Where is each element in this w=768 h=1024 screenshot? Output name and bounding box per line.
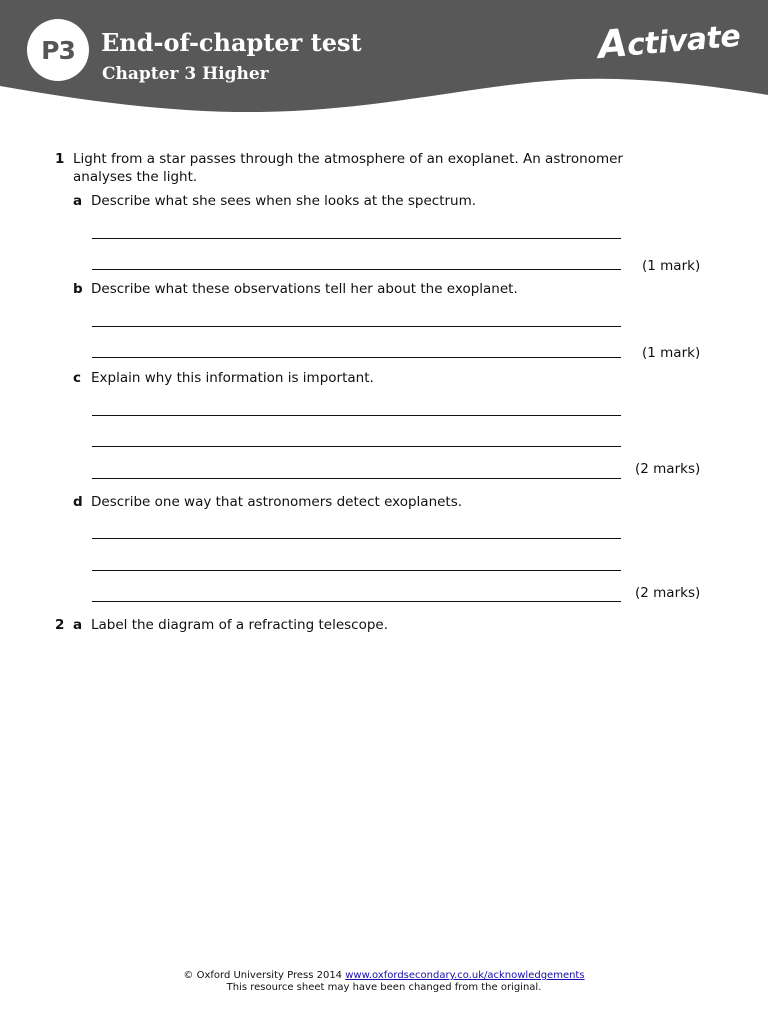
question-1b-letter: b	[73, 281, 83, 297]
question-2a-text: Label the diagram of a refracting telescope.	[91, 617, 389, 633]
question-1d-marks: (2 marks)	[635, 585, 701, 601]
question-1-stem-line-1: Light from a star passes through the atmosphere of an exoplanet. An astronomer	[73, 151, 623, 167]
question-1-number: 1	[55, 151, 65, 167]
answer-line[interactable]	[92, 446, 621, 447]
page-title: End-of-chapter test	[101, 28, 362, 57]
question-1b-marks: (1 mark)	[642, 345, 701, 361]
question-1-stem-line-2: analyses the light.	[73, 169, 198, 185]
question-1a-marks: (1 mark)	[642, 258, 701, 274]
question-1c-letter: c	[73, 370, 82, 386]
answer-line[interactable]	[92, 601, 621, 602]
activate-logo: Activate	[596, 18, 742, 67]
answer-line[interactable]	[92, 269, 621, 270]
answer-line[interactable]	[92, 570, 621, 571]
page-footer	[0, 970, 768, 994]
question-2-number: 2	[55, 617, 65, 633]
question-1c-marks: (2 marks)	[635, 461, 701, 477]
question-2a-letter: a	[73, 617, 83, 633]
page-subtitle: Chapter 3 Higher	[102, 64, 269, 84]
question-1a-text: Describe what she sees when she looks at the spectrum.	[91, 193, 477, 209]
question-1b-text: Describe what these observations tell her about the exoplanet.	[91, 281, 518, 297]
copyright-text: © Oxford University Press 2014	[183, 970, 346, 981]
chapter-badge: P3	[27, 19, 89, 81]
footer-copyright-line	[0, 970, 768, 982]
answer-line[interactable]	[92, 415, 621, 416]
answer-line[interactable]	[92, 238, 621, 239]
question-1d-text: Describe one way that astronomers detect exoplanets.	[91, 494, 463, 510]
answer-line[interactable]	[92, 478, 621, 479]
answer-line[interactable]	[92, 538, 621, 539]
answer-line[interactable]	[92, 357, 621, 358]
question-1a-letter: a	[73, 193, 83, 209]
page-header	[0, 0, 768, 120]
answer-line[interactable]	[92, 326, 621, 327]
footer-note: This resource sheet may have been changed from the original.	[226, 982, 542, 993]
question-1c-text: Explain why this information is important.	[91, 370, 374, 386]
question-1d-letter: d	[73, 494, 83, 510]
acknowledgements-link[interactable]: www.oxfordsecondary.co.uk/acknowledgements	[345, 970, 585, 981]
